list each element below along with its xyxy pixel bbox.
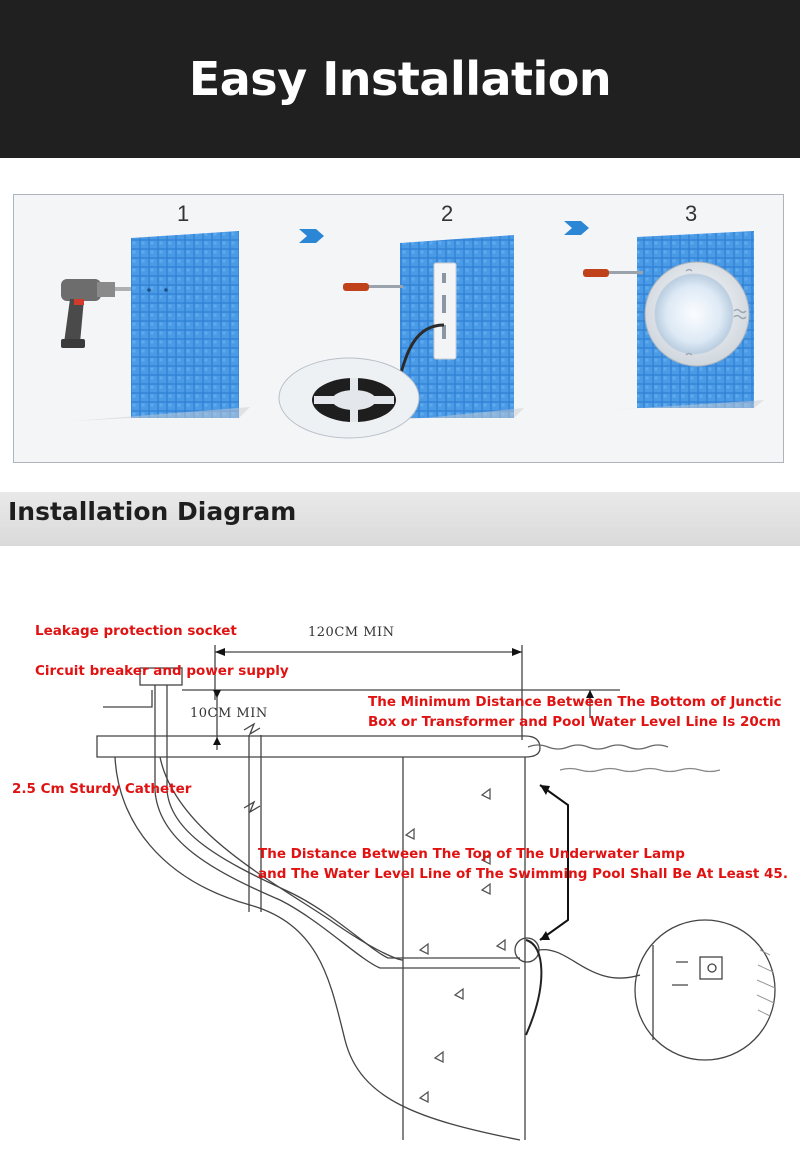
step-number: 3 [685, 201, 698, 226]
lamp-depth-bracket [540, 785, 568, 940]
installation-steps-panel [13, 194, 784, 463]
pipe-break-symbol [244, 724, 260, 734]
detail-bracket [700, 957, 722, 979]
screwdriver-icon [583, 269, 643, 277]
catheter-label: 2.5 Cm Sturdy Catheter [12, 781, 192, 797]
lamp-base-icon [279, 358, 419, 438]
height-dimension-label: 10CM MIN [190, 706, 268, 721]
step-number: 1 [177, 201, 190, 226]
width-dimension-label: 120CM MIN [308, 625, 395, 640]
socket-leader [103, 690, 152, 707]
pool-lamp-icon [645, 262, 749, 366]
tile-wall [131, 231, 239, 418]
next-step-arrow-icon [564, 221, 589, 235]
bracket-slot [442, 273, 446, 283]
dimension-arrow-icon [213, 737, 221, 745]
bracket-slot [442, 295, 446, 313]
drill-icon [61, 279, 131, 348]
leakage-socket-label: Leakage protection socket [35, 623, 237, 639]
drill-hole [164, 288, 168, 292]
dimension-arrow-icon [512, 648, 522, 656]
detail-view-circle [635, 920, 775, 1060]
detail-leader [539, 950, 640, 978]
ground-outline [115, 757, 520, 1140]
detail-lamp-hatch [757, 950, 775, 1016]
riser-pipe [249, 735, 261, 912]
water-ripple [560, 769, 720, 772]
dimension-arrow-icon [540, 931, 550, 940]
underwater-lamp [526, 940, 541, 1035]
section-title: Installation Diagram [8, 497, 297, 526]
lamp-distance-label-line2: and The Water Level Line of The Swimming Pool Shall Be At Least 45. [258, 866, 788, 882]
next-step-arrow-icon [299, 229, 324, 243]
pipe-break-symbol [244, 802, 260, 812]
dimension-arrow-icon [215, 648, 225, 656]
drill-hole [147, 288, 151, 292]
bracket-slot [442, 325, 446, 339]
detail-screw [672, 962, 688, 985]
screwdriver-icon [343, 283, 403, 291]
pool-deck [97, 736, 540, 757]
step-3-illustration [583, 231, 764, 411]
min-distance-label-line1: The Minimum Distance Between The Bottom of Junctic [368, 694, 782, 710]
lamp-distance-label-line1: The Distance Between The Top of The Underwater Lamp [258, 846, 685, 862]
step-1-illustration [61, 231, 250, 421]
step-2-illustration [279, 235, 524, 438]
dimension-arrow-icon [213, 690, 221, 698]
installation-steps-illustration [14, 195, 784, 463]
circuit-breaker-label: Circuit breaker and power supply [35, 663, 289, 679]
step-number: 2 [441, 201, 454, 226]
min-distance-label-line2: Box or Transformer and Pool Water Level Line Is 20cm [368, 714, 781, 730]
lamp-callout-circle [515, 938, 539, 962]
detail-screw-hole [708, 964, 716, 972]
concrete-hatch [406, 789, 505, 1102]
banner-title: Easy Installation [188, 52, 612, 106]
water-level-line [528, 745, 668, 749]
